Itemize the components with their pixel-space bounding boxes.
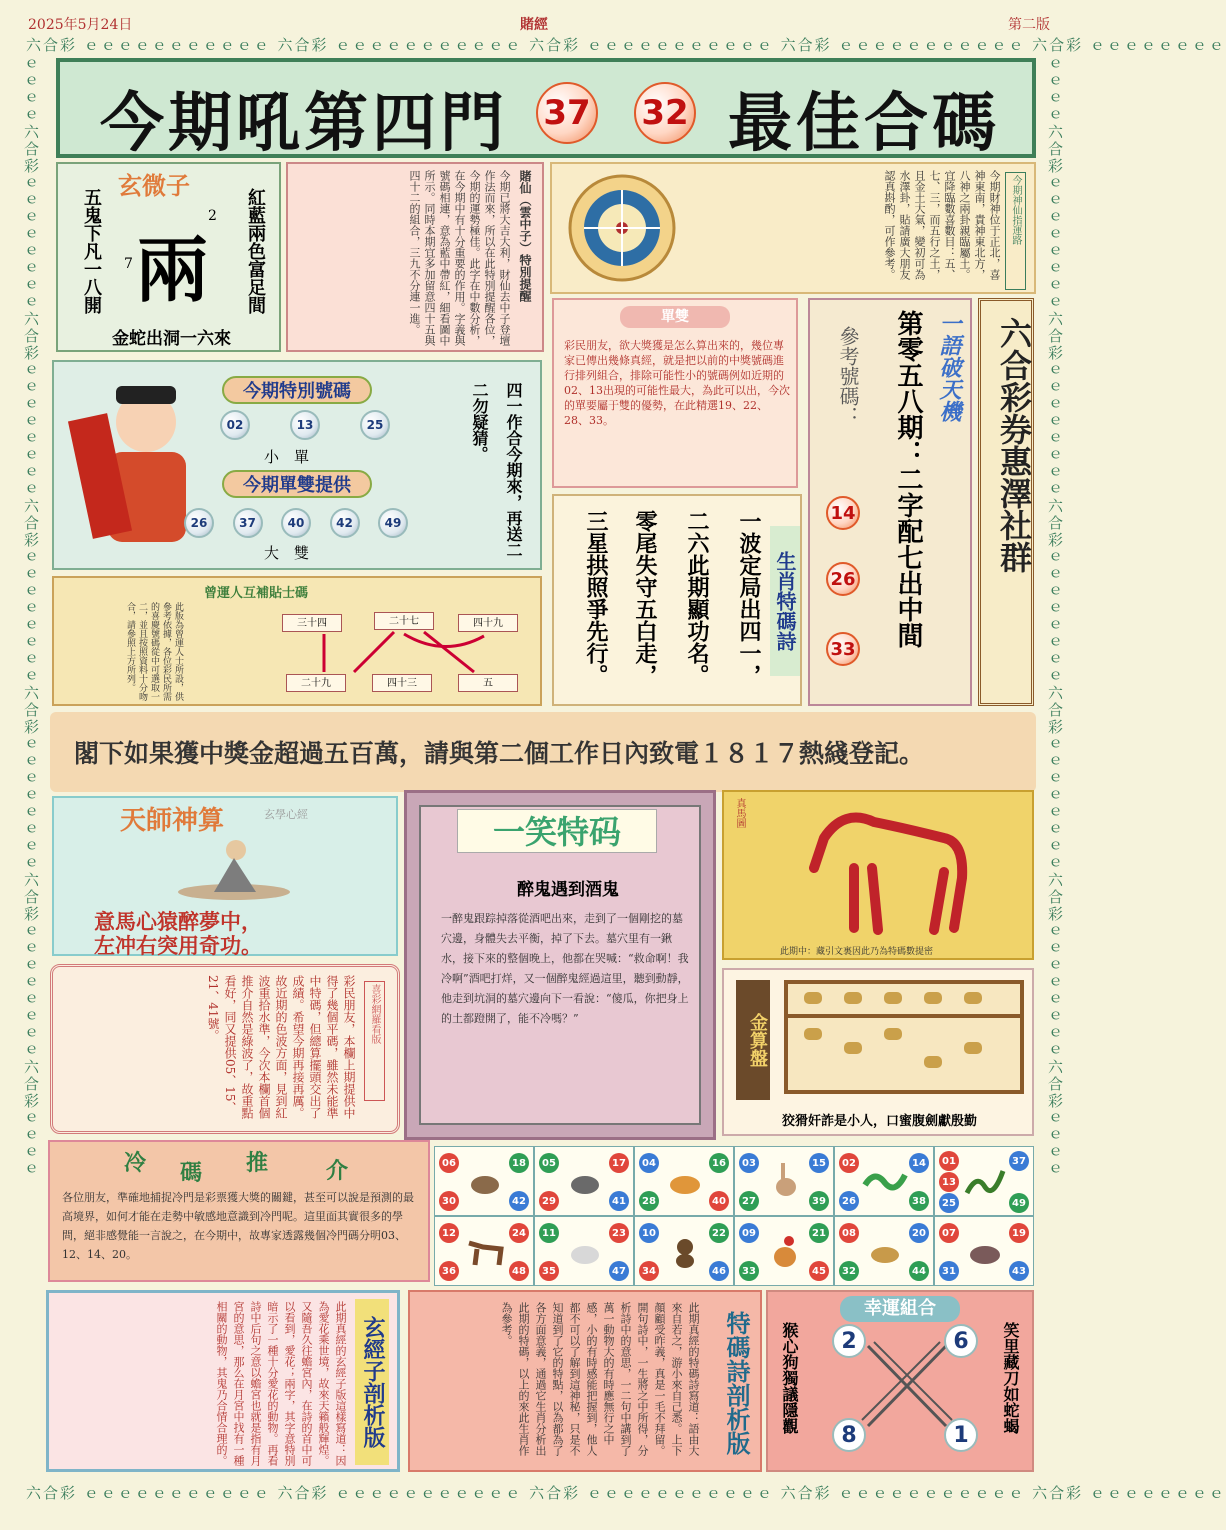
- zodiac-number: 38: [909, 1191, 929, 1211]
- dushen-panel: [286, 162, 544, 352]
- yiyu-period: 第零五八期：二字配七出中間: [893, 310, 923, 648]
- helper-arrows: [294, 628, 524, 678]
- dansuang-panel: [552, 298, 798, 488]
- zodiac-number: 07: [939, 1223, 959, 1243]
- leng-text: 各位朋友，準確地捕捉冷門是彩票獲大獎的關鍵，甚至可以說是預測的最高境界，如何才能在走勢中敏感地意識到冷門呢。這里面其實很多的學問，絕非感覺能一言說之，在今期中，故專家透露幾個冷門碼分明03、12、14、20。: [62, 1191, 414, 1261]
- xingyun-number: 8: [832, 1418, 866, 1452]
- horse-panel: [722, 790, 1034, 960]
- zodiac-monkey: [634, 1216, 734, 1286]
- helper-box: 二十七: [374, 612, 434, 630]
- special-number: 13: [290, 410, 320, 440]
- zodiac-number: 33: [739, 1261, 759, 1281]
- tema-text: 此期真經的特碼詩寫道：語由大來自若之，游小來自己悉。上下顏顧受昨義，真是一毛不拜留。開句詩中，一生將之中所得，分析詩中的意思，一二句中講到了萬一動物大的有時應無行之中感，小的有時感能把握到，他人都不可以了解到這神秘，只是不知道到了它的特點，以為都為了各方面意義，通過它生肖分析出此期的特碼，以上的來此生肖作為參考。: [500, 1302, 700, 1456]
- zodiac-number: 18: [509, 1153, 529, 1173]
- zodiac-number: 22: [709, 1223, 729, 1243]
- odd-even-number: 49: [378, 508, 408, 538]
- zodiac-ox: [534, 1146, 634, 1216]
- zodiac-tiger: [634, 1146, 734, 1216]
- zodiac-number: 24: [509, 1223, 529, 1243]
- poem-line: 三星拱照爭先行。: [583, 510, 609, 686]
- tianshi-title: 天師神算: [120, 806, 225, 836]
- notice-banner: [50, 712, 1036, 792]
- specials-panel: [52, 360, 542, 570]
- helper-box: 三十四: [282, 614, 342, 632]
- caizhong-panel: [50, 964, 400, 1134]
- helper-box: 四十九: [458, 614, 518, 632]
- notice-text: 閣下如果獲中獎金超過五百萬，請與第二個工作日內致電１８１７熱綫登記。: [74, 739, 925, 768]
- sage-icon: [174, 834, 294, 904]
- zodiac-number: 31: [939, 1261, 959, 1281]
- zodiac-rat: [434, 1146, 534, 1216]
- zodiac-dog: [834, 1216, 934, 1286]
- horse-small-icon: [463, 1233, 507, 1269]
- zodiac-number: 23: [609, 1223, 629, 1243]
- yixiao-subtitle: 醉鬼遇到酒鬼: [517, 880, 619, 900]
- yiyu-title: 一語破天機: [936, 312, 962, 422]
- horse-caption: 此期中：藏引文裏因此乃為特碼數提密: [780, 947, 934, 957]
- zodiac-number: 06: [439, 1153, 459, 1173]
- zodiac-number: 47: [609, 1261, 629, 1281]
- dansuang-title: 單雙: [620, 306, 730, 328]
- zodiac-snake: [934, 1146, 1034, 1216]
- xuanweizi-sup1: 2: [208, 208, 217, 224]
- zodiac-number: 10: [639, 1223, 659, 1243]
- zodiac-number: 17: [609, 1153, 629, 1173]
- special-numbers-title: 今期特別號碼: [222, 376, 372, 404]
- tianshi-panel: [52, 796, 398, 956]
- xuanjing-panel: [46, 1290, 400, 1472]
- tianshi-verse-1: 意馬心猿醉夢中，: [94, 909, 262, 934]
- monkey-icon: [667, 1233, 703, 1269]
- zodiac-number: 02: [839, 1153, 859, 1173]
- xuanjing-title: 玄經子剖析版: [355, 1299, 389, 1465]
- helper-panel: [52, 576, 542, 706]
- zodiac-number: 34: [639, 1261, 659, 1281]
- xingyun-right: 笑里藏刀如蛇蝎: [1001, 1322, 1020, 1434]
- yiyu-number: 26: [826, 562, 860, 596]
- rooster-icon: [767, 1231, 803, 1271]
- zodiac-number: 05: [539, 1153, 559, 1173]
- helper-box: 四十三: [372, 674, 432, 692]
- left-border: ｅｅｅｅ六合彩ｅｅｅｅｅｅｅｅ六合彩ｅｅｅｅｅｅｅｅ六合彩ｅｅｅｅｅｅｅｅ六合彩ｅｅｅｅｅｅｅｅ六合彩ｅｅｅｅｅｅｅｅ六合彩ｅｅｅｅ: [22, 56, 40, 1178]
- issue-date: 2025年5月24日: [28, 17, 133, 33]
- special-numbers-row: [220, 410, 390, 440]
- xuanweizi-bottom: 金蛇出洞一六來: [112, 329, 231, 349]
- goat-icon: [565, 1237, 605, 1267]
- zodiac-number: 28: [639, 1191, 659, 1211]
- zodiac-number: 26: [839, 1191, 859, 1211]
- banner-number-1: 37: [536, 82, 598, 144]
- compass-panel: [550, 162, 1036, 294]
- dushen-title: 賭仙（雲中子）特別提醒: [518, 170, 532, 302]
- yixiao-title: 一笑特码: [457, 809, 657, 853]
- zodiac-goat: [534, 1216, 634, 1286]
- poem-panel: [552, 494, 802, 706]
- zodiac-number: 21: [809, 1223, 829, 1243]
- zodiac-number: 14: [909, 1153, 929, 1173]
- helper-text: 此版為曾運人士所設，供參考依據，各位彩民所需的喜慶號碼從中可選取一二，並且按照資料十分吻合，請參照上方所列。: [125, 602, 183, 701]
- odd-even-number: 37: [233, 508, 263, 538]
- zodiac-rabbit: [734, 1146, 834, 1216]
- caizhong-side: 喜彩網羅看版: [364, 981, 385, 1101]
- zodiac-number: 16: [709, 1153, 729, 1173]
- xuanweizi-sup2: 7: [124, 256, 133, 272]
- dushen-text: 今期已將大吉大利，財仙去中子登壇作法而來，所以在此特別提醒各位，今期的運勢極佳。此字在中數分析，在今期中有十分重要的作用。字義與號碼相連，意為藍中帶紅，細看圖中所示。同時本期宜多加留意四十五與四十二的組合，三九不分連一進。: [408, 170, 511, 346]
- xingyun-number: 2: [832, 1324, 866, 1358]
- special-number: 25: [360, 410, 390, 440]
- zodiac-number: 45: [809, 1261, 829, 1281]
- tianshi-verse-2: 左冲右突用奇功。: [94, 933, 262, 958]
- zodiac-number: 13: [939, 1172, 959, 1192]
- zodiac-number: 19: [1009, 1223, 1029, 1243]
- zodiac-number: 03: [739, 1153, 759, 1173]
- specials-poem: 四一作合今期來，再送二二勿疑猜。: [470, 382, 523, 558]
- xingyun-number: 6: [944, 1324, 978, 1358]
- zodiac-number: 37: [1009, 1151, 1029, 1171]
- zodiac-number: 49: [1009, 1193, 1029, 1213]
- yixiao-text: 一醉鬼跟踪掉落從酒吧出來，走到了一個剛挖的墓穴邊，身體失去平衡，掉了下去。墓穴里有一鍬水，接下來的整個晚上，他都在哭喊：“救命啊！我冷啊”酒吧打烊，又一個醉鬼經過這里，聽到動靜，他走到坑洞的墓穴邊向下一看說：“傻瓜，你把身上的土都蹬開了，能不冷嗎？”: [441, 912, 689, 1025]
- compass-text: 今期財神位于正北，喜神東南，貴神東北方，八神之兩卦親臨屬土。宜降臨數喜數目：五、七、三，而五行之土，且金土大氣，變初可為水澤卦，貼請廣大朋友認真斟酌，可作參考。: [883, 170, 1001, 280]
- tianshi-sub: 玄學心經: [264, 808, 308, 821]
- yiyu-panel: [808, 298, 972, 706]
- odd-even-number: 42: [330, 508, 360, 538]
- yiyu-number: 14: [826, 496, 860, 530]
- zodiac-pig: [934, 1216, 1034, 1286]
- zodiac-number: 48: [509, 1261, 529, 1281]
- suanpan-label: 金算盤: [736, 980, 770, 1100]
- leng-char: 碼: [180, 1160, 203, 1186]
- poem-title: 生肖特碼詩: [770, 526, 800, 676]
- zodiac-number: 09: [739, 1223, 759, 1243]
- suanpan-panel: [722, 968, 1034, 1136]
- horse-label: 真馬圖: [734, 798, 745, 828]
- dog-icon: [865, 1237, 905, 1267]
- zodiac-number: 39: [809, 1191, 829, 1211]
- suanpan-caption: 狡猾奸詐是小人，口蜜腹劍獻殷勤: [782, 1114, 978, 1129]
- xuanweizi-title: 玄微子: [118, 171, 190, 200]
- helper-box: 五: [458, 674, 518, 692]
- xingyun-left: 猴心狗獨議隱觀: [780, 1322, 799, 1434]
- zodiac-number: 25: [939, 1193, 959, 1213]
- zodiac-horse: [434, 1216, 534, 1286]
- zodiac-number: 11: [539, 1223, 559, 1243]
- zodiac-number: 20: [909, 1223, 929, 1243]
- special-number: 02: [220, 410, 250, 440]
- zodiac-number: 35: [539, 1261, 559, 1281]
- odd-even-label: 大 雙: [264, 544, 310, 562]
- banner-title-left: 今期吼第四門: [100, 86, 508, 161]
- zodiac-number: 04: [639, 1153, 659, 1173]
- zodiac-number: 32: [839, 1261, 859, 1281]
- pig-icon: [965, 1237, 1005, 1267]
- club-panel: [978, 298, 1034, 706]
- zodiac-dragon: [834, 1146, 934, 1216]
- zodiac-number: 46: [709, 1261, 729, 1281]
- ox-icon: [565, 1167, 605, 1197]
- snake-icon: [963, 1163, 1007, 1199]
- compass-side-title: 今期神仙指運路: [1005, 172, 1026, 290]
- club-title: 六合彩券惠澤社群: [995, 317, 1033, 573]
- compass-icon: [566, 172, 678, 284]
- dansuang-text: 彩民朋友，欲大獎獲是怎么算出來的，幾位專家已傳出幾條真經，就是把以前的中獎號碼進行排列組合，排除可能性小的號碼例如近期的02、13出現的可能性最大，為此可以出，今次的單要屬于雙的優勢，在此精選19、22、28、33。: [564, 339, 790, 427]
- poem-line: 一波定局出四一，: [736, 510, 762, 686]
- zodiac-number: 08: [839, 1223, 859, 1243]
- odd-even-title: 今期單雙提供: [222, 470, 372, 498]
- poem-line: 零尾失守五白走，: [632, 510, 658, 686]
- leng-char: 介: [326, 1158, 349, 1184]
- special-numbers-label: 小 單: [264, 448, 310, 466]
- zodiac-number: 30: [439, 1191, 459, 1211]
- bottom-border: 六合彩 ｅｅｅｅｅｅｅｅｅｅｅ 六合彩 ｅｅｅｅｅｅｅｅｅｅｅ 六合彩 ｅｅｅｅｅｅｅｅｅｅｅ 六合彩 ｅｅｅｅｅｅｅｅｅｅｅ 六合彩 ｅｅｅｅｅｅｅｅ: [26, 1484, 1226, 1502]
- xuanweizi-left-col: 五鬼下凡一八開: [81, 188, 102, 314]
- zodiac-number: 41: [609, 1191, 629, 1211]
- leng-char: 冷: [124, 1150, 147, 1176]
- zodiac-number: 36: [439, 1261, 459, 1281]
- leng-char: 推: [246, 1150, 269, 1176]
- zodiac-number: 44: [909, 1261, 929, 1281]
- yiyu-number: 33: [826, 632, 860, 666]
- tiger-icon: [665, 1167, 705, 1197]
- xingyun-number: 1: [944, 1418, 978, 1452]
- yixiao-panel: [404, 790, 716, 1140]
- zodiac-number: 42: [509, 1191, 529, 1211]
- poem-line: 二六此期顯功名。: [684, 510, 710, 686]
- helper-box: 二十九: [286, 674, 346, 692]
- zodiac-number: 12: [439, 1223, 459, 1243]
- tema-panel: [408, 1290, 762, 1472]
- main-banner: [56, 58, 1036, 161]
- abacus-icon: [784, 980, 1024, 1094]
- odd-even-row: [184, 508, 408, 538]
- right-border: ｅｅｅｅ六合彩ｅｅｅｅｅｅｅｅ六合彩ｅｅｅｅｅｅｅｅ六合彩ｅｅｅｅｅｅｅｅ六合彩ｅｅｅｅｅｅｅｅ六合彩ｅｅｅｅｅｅｅｅ六合彩ｅｅｅｅ: [1046, 56, 1064, 1178]
- top-border: 六合彩 ｅｅｅｅｅｅｅｅｅｅｅ 六合彩 ｅｅｅｅｅｅｅｅｅｅｅ 六合彩 ｅｅｅｅｅｅｅｅｅｅｅ 六合彩 ｅｅｅｅｅｅｅｅｅｅｅ 六合彩 ｅｅｅｅｅｅｅｅ: [26, 36, 1226, 54]
- zodiac-grid: [434, 1146, 1034, 1286]
- odd-even-number: 26: [184, 508, 214, 538]
- odd-even-number: 40: [281, 508, 311, 538]
- banner-number-2: 32: [634, 82, 696, 144]
- banner-title-right: 最佳合碼: [728, 86, 1000, 161]
- edition-label: 第二版: [1008, 17, 1050, 33]
- rat-icon: [465, 1167, 505, 1197]
- helper-title: 曾運人互補貼士碼: [204, 586, 309, 601]
- xuanweizi-big-char: 兩: [136, 227, 209, 312]
- zodiac-number: 43: [1009, 1261, 1029, 1281]
- leng-panel: [48, 1140, 430, 1282]
- paper-name: 賭經: [520, 17, 548, 33]
- tema-title: 特碼詩剖析版: [722, 1311, 751, 1455]
- zodiac-number: 27: [739, 1191, 759, 1211]
- dragon-icon: [861, 1165, 909, 1195]
- zodiac-number: 29: [539, 1191, 559, 1211]
- zodiac-number: 01: [939, 1151, 959, 1171]
- caizhong-text: 彩民朋友，本欄上期提供中得了幾個平碼，雖然未能準中特碼，但總算擺頭交出了成績。希望今期再接再厲。故近期的色波方面，見到紅波重拾水準，今次本欄首個推介自然是綠波了，故重點看好，同又提供05、15、21、41號。: [206, 975, 356, 1119]
- xuanweizi-right-col: 紅藍兩色富足間: [245, 188, 266, 314]
- horse-icon: [794, 798, 994, 938]
- xuanweizi-panel: [56, 162, 281, 352]
- yiyu-ref-label: 參考號碼：: [836, 326, 860, 426]
- zodiac-rooster: [734, 1216, 834, 1286]
- xingyun-panel: [766, 1290, 1034, 1472]
- xingyun-title: 幸運組合: [840, 1296, 960, 1322]
- xuanjing-text: 此期真經的玄經子版這樣寫道：因為愛花乘世境，故來天籟般輝煌。又隨吾久往蟾宮內，在詩的首中可以看到，愛花；兩字，其字意特別暗示了一種十分愛花的動物。再看詩中后句之意以蟾宮也就是指有月宮的意思，那么在月宮中找有一種相關的動物，其鬼乃合情合理的。: [215, 1301, 347, 1466]
- zodiac-number: 40: [709, 1191, 729, 1211]
- zodiac-number: 15: [809, 1153, 829, 1173]
- rabbit-icon: [769, 1161, 803, 1199]
